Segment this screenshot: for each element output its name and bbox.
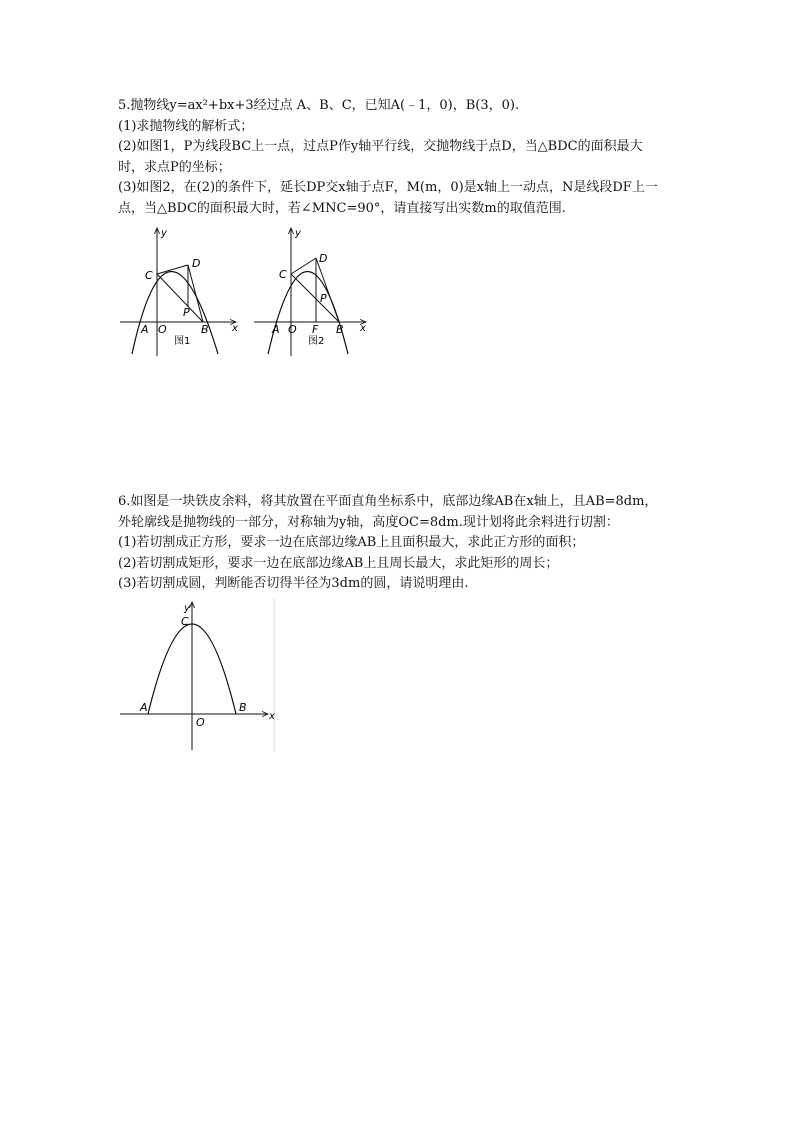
- segment-db: [188, 265, 203, 322]
- question-5: [118, 96, 708, 219]
- label-y: y: [295, 228, 301, 239]
- label-c: C: [181, 615, 189, 628]
- segment-cb: [157, 274, 203, 322]
- segment-cd: [157, 265, 188, 274]
- q5-part2-line2: 时，求点P的坐标；: [118, 159, 231, 175]
- q6-line2: 外轮廓线是抛物线的一部分，对称轴为y轴，高度OC=8dm.现计划将此余料进行切割：: [118, 514, 619, 530]
- label-a: A: [141, 323, 149, 336]
- label-p: P: [320, 292, 327, 305]
- q5-title: 5.抛物线y=ax²+bx+3经过点 A、B、C，已知A(﹣1，0)，B(3，0).: [118, 98, 520, 113]
- label-p: P: [183, 306, 190, 319]
- label-d: D: [192, 257, 201, 270]
- label-c: C: [145, 269, 153, 282]
- q6-part3: (3)若切割成圆，判断能否切得半径为3dm的圆，请说明理由.: [118, 576, 469, 591]
- figure-1: [118, 222, 248, 358]
- figure-2: [252, 222, 372, 358]
- q5-part1: (1)求抛物线的解析式；: [118, 118, 254, 134]
- segment-cd: [291, 258, 316, 274]
- segment-cb: [291, 274, 339, 322]
- q5-part3-line1: (3)如图2，在(2)的条件下，延长DP交x轴于点F，M(m，0)是x轴上一动点，N是线段DF上一: [118, 180, 658, 195]
- label-x: x: [360, 323, 366, 334]
- label-o: O: [196, 716, 205, 729]
- label-a: A: [140, 701, 148, 714]
- label-b: B: [239, 701, 247, 714]
- q6-part1: (1)若切割成正方形，要求一边在底部边缘AB上且面积最大，求此正方形的面积；: [118, 535, 585, 550]
- figure-q6: [118, 598, 280, 752]
- label-f: F: [312, 323, 319, 336]
- question-6: [118, 492, 708, 595]
- label-c: C: [279, 268, 287, 281]
- label-b: B: [201, 323, 209, 336]
- q6-title: 6.如图是一块铁皮余料，将其放置在平面直角坐标系中，底部边缘AB在x轴上，且AB=8dm，: [118, 494, 658, 509]
- q6-part2: (2)若切割成矩形，要求一边在底部边缘AB上且周长最大，求此矩形的周长；: [118, 555, 559, 571]
- label-b: B: [336, 323, 344, 336]
- label-a: A: [272, 323, 280, 336]
- label-y: y: [184, 603, 190, 614]
- label-d: D: [319, 252, 328, 265]
- label-o: O: [288, 323, 297, 336]
- caption-fig2: 图2: [308, 336, 325, 347]
- label-x: x: [269, 711, 275, 722]
- label-o: O: [158, 323, 167, 336]
- q5-part2-line1: (2)如图1，P为线段BC上一点，过点P作y轴平行线，交抛物线于点D，当△BDC的面积最大: [118, 139, 643, 154]
- caption-fig1: 图1: [174, 336, 191, 347]
- segment-db: [316, 258, 339, 322]
- q5-part3-line2: 点，当△BDC的面积最大时，若∠MNC=90°，请直接写出实数m的取值范围.: [118, 200, 566, 216]
- label-x: x: [232, 323, 238, 334]
- label-y: y: [161, 228, 167, 239]
